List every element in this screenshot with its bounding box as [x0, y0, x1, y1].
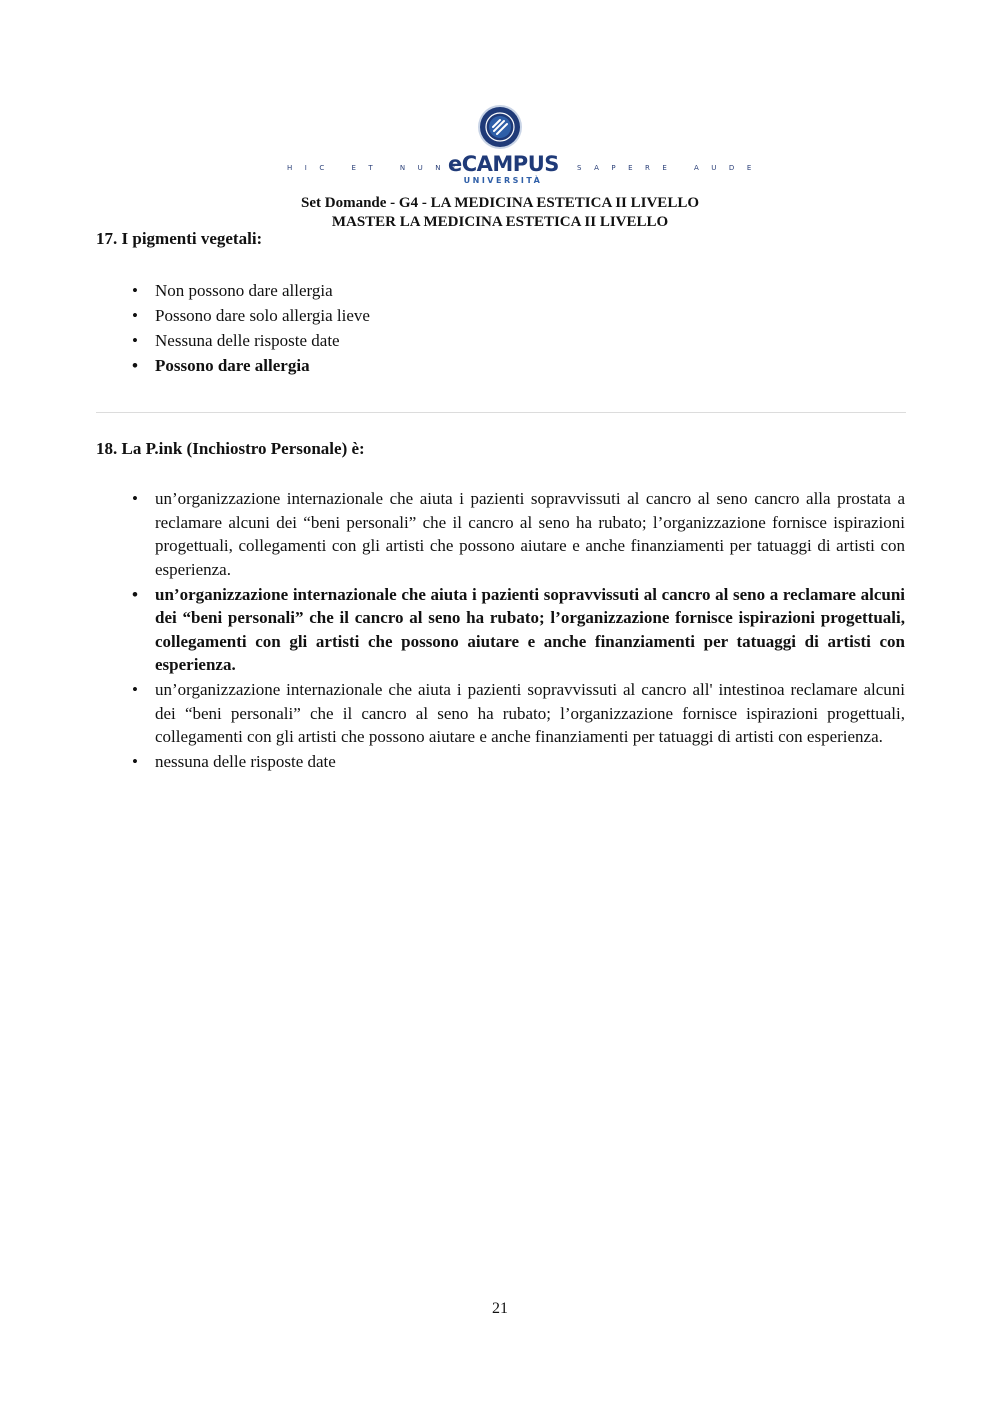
question-divider: [96, 412, 906, 413]
answer-option: • nessuna delle risposte date: [155, 750, 905, 774]
university-seal-logo: [477, 104, 523, 150]
brand-row: [0, 152, 1000, 185]
page-header: [0, 104, 1000, 232]
document-title: [0, 194, 1000, 232]
document-title-line-1: Set Domande - G4 - LA MEDICINA ESTETICA II LIVELLO: [301, 195, 699, 211]
answer-option-correct: • un’organizzazione internazionale che aiuta i pazienti sopravvissuti al cancro al seno a reclamare alcuni dei “beni personali” che il cancro al seno ha rubato; l’organizzazione fornisce ispirazioni progettuali, collegamenti con gli artisti che possono aiutare e anche finanziamenti per tatuaggi di artisti con esperienza.: [155, 583, 905, 677]
answer-option: • un’organizzazione internazionale che aiuta i pazienti sopravvissuti al cancro all' intestinoa reclamare alcuni dei “beni personali” che il cancro al seno ha rubato; l’organizzazione fornisce ispirazioni progettuali, collegamenti con gli artisti che possono aiutare e anche finanziamenti per tatuaggi di artisti con esperienza.: [155, 678, 905, 749]
answer-option-correct: • Possono dare allergia: [155, 354, 905, 378]
university-logo-name: eCAMPUS: [448, 152, 559, 176]
question-18-answers: [155, 487, 905, 775]
answer-option: • Nessuna delle risposte date: [155, 329, 905, 353]
motto-left: HIC ET NUNC: [287, 164, 471, 172]
answer-option: • Non possono dare allergia: [155, 279, 905, 303]
motto-right: SAPERE AUDE: [577, 164, 764, 172]
question-18-title: 18. La P.ink (Inchiostro Personale) è:: [96, 439, 365, 458]
question-17-title: 17. I pigmenti vegetali:: [96, 229, 263, 248]
university-logo-subtitle: UNIVERSITÀ: [463, 176, 543, 185]
document-title-line-2: MASTER LA MEDICINA ESTETICA II LIVELLO: [331, 214, 669, 230]
question-17-answers: [155, 279, 905, 379]
answer-option: • un’organizzazione internazionale che aiuta i pazienti sopravvissuti al cancro al seno cancro alla prostata a reclamare alcuni dei “beni personali” che il cancro al seno ha rubato; l’organizzazione fornisce ispirazioni progettuali, collegamenti con gli artisti che possono aiutare e anche finanziamenti per tatuaggi di artisti con esperienza.: [155, 487, 905, 581]
page-number: 21: [492, 1300, 508, 1317]
answer-option: • Possono dare solo allergia lieve: [155, 304, 905, 328]
